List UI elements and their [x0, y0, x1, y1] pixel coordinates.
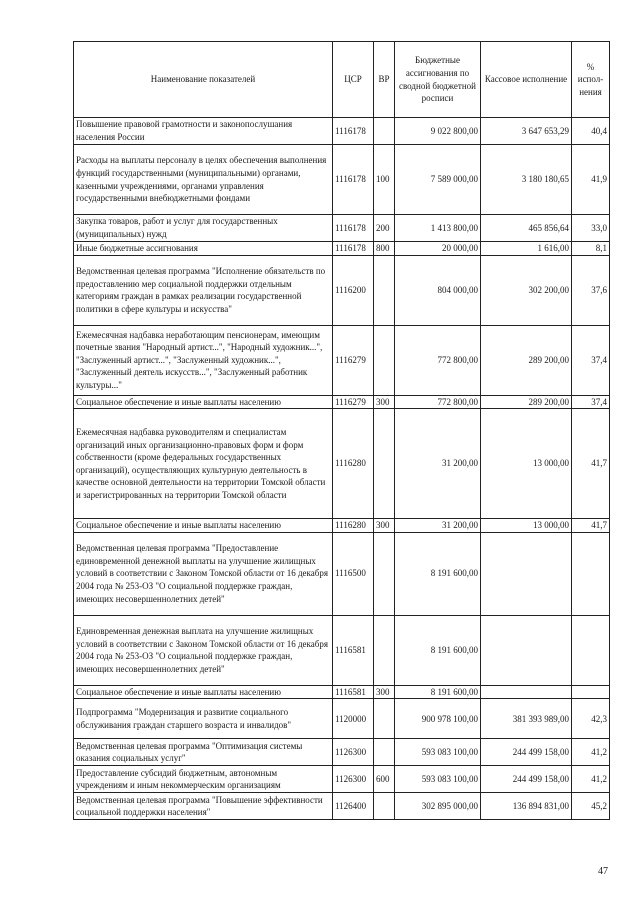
cell-name: Закупка товаров, работ и услуг для государственных (муниципальных) нужд: [74, 215, 333, 242]
cell-vr: [374, 255, 395, 325]
header-cash-execution: Кассовое исполнение: [481, 42, 572, 118]
cell-assign: 8 191 600,00: [395, 615, 481, 685]
cell-pct: [572, 532, 610, 615]
cell-vr: [374, 739, 395, 766]
cell-name: Ведомственная целевая программа "Предоставление единовременной денежной выплаты на улучшение жилищных условий в соответствии с Законом Томской области от 16 декабря 2004 года № 253-ОЗ "О социальной поддержке граждан, имеющих несовершеннолетних детей": [74, 532, 333, 615]
table-row: [74, 793, 610, 820]
cell-csr: 1116200: [333, 255, 374, 325]
cell-cash: 465 856,64: [481, 215, 572, 242]
cell-csr: 1116280: [333, 409, 374, 519]
cell-vr: [374, 325, 395, 395]
cell-pct: 33,0: [572, 215, 610, 242]
cell-name: Ведомственная целевая программа "Оптимизация системы оказания социальных услуг": [74, 739, 333, 766]
cell-csr: 1116581: [333, 685, 374, 699]
cell-vr: 100: [374, 145, 395, 215]
cell-vr: [374, 118, 395, 145]
table-row: [74, 325, 610, 395]
table-row: [74, 685, 610, 699]
cell-name: Расходы на выплаты персоналу в целях обеспечения выполнения функций государственными (муниципальными) органами, казенными учреждениями, органами управления государственными внебюджетными фондами: [74, 145, 333, 215]
cell-csr: 1126400: [333, 793, 374, 820]
cell-vr: [374, 532, 395, 615]
cell-name: Социальное обеспечение и иные выплаты населению: [74, 519, 333, 533]
table-row: [74, 519, 610, 533]
cell-assign: 8 191 600,00: [395, 685, 481, 699]
cell-name: Социальное обеспечение и иные выплаты населению: [74, 685, 333, 699]
budget-table: [73, 41, 610, 820]
cell-name: Единовременная денежная выплата на улучшение жилищных условий в соответствии с Законом Томской области от 16 декабря 2004 года № 253-ОЗ "О социальной поддержке граждан, имеющих несовершеннолетних детей": [74, 615, 333, 685]
table-row: [74, 699, 610, 739]
cell-pct: 37,4: [572, 395, 610, 409]
table-row: [74, 242, 610, 256]
cell-csr: 1116178: [333, 118, 374, 145]
cell-cash: [481, 532, 572, 615]
cell-csr: 1116178: [333, 215, 374, 242]
table-row: [74, 255, 610, 325]
table-row: [74, 395, 610, 409]
header-percent: % испол-нения: [572, 42, 610, 118]
cell-assign: 772 800,00: [395, 395, 481, 409]
table-header-row: [74, 42, 610, 118]
table-row: [74, 118, 610, 145]
header-name: Наименование показателей: [74, 42, 333, 118]
header-assignments: Бюджетные ассигнования по сводной бюджетной росписи: [395, 42, 481, 118]
cell-pct: 41,2: [572, 766, 610, 793]
cell-assign: 31 200,00: [395, 409, 481, 519]
cell-name: Повышение правовой грамотности и законопослушания населения России: [74, 118, 333, 145]
cell-cash: 13 000,00: [481, 519, 572, 533]
table-row: [74, 145, 610, 215]
cell-pct: 45,2: [572, 793, 610, 820]
cell-name: Подпрограмма "Модернизация и развитие социального обслуживания граждан старшего возраста и инвалидов": [74, 699, 333, 739]
cell-name: Ежемесячная надбавка неработающим пенсионерам, имеющим почетные звания "Народный артист...", "Народный художник...", "Заслуженный артист...", "Заслуженный художник...", "Заслуженный деятель искусств...", "Заслуженный работник культуры...": [74, 325, 333, 395]
cell-vr: 300: [374, 519, 395, 533]
cell-vr: [374, 793, 395, 820]
cell-assign: 804 000,00: [395, 255, 481, 325]
cell-vr: 600: [374, 766, 395, 793]
table-body: [74, 118, 610, 820]
cell-pct: 41,7: [572, 519, 610, 533]
cell-cash: 1 616,00: [481, 242, 572, 256]
page-number: 47: [598, 866, 608, 877]
cell-csr: 1116178: [333, 242, 374, 256]
table-row: [74, 409, 610, 519]
cell-cash: 289 200,00: [481, 395, 572, 409]
cell-assign: 772 800,00: [395, 325, 481, 395]
cell-name: Ежемесячная надбавка руководителям и специалистам организаций иных организационно-правовых форм и форм собственности (кроме федеральных государственных организаций), осуществляющих культурную деятельность в качестве основной деятельности на территории Томской области и зарегистрированных на территории Томской области: [74, 409, 333, 519]
cell-assign: 302 895 000,00: [395, 793, 481, 820]
cell-pct: 37,6: [572, 255, 610, 325]
cell-vr: 200: [374, 215, 395, 242]
cell-cash: 381 393 989,00: [481, 699, 572, 739]
cell-pct: [572, 615, 610, 685]
table-row: [74, 766, 610, 793]
cell-assign: 593 083 100,00: [395, 766, 481, 793]
cell-assign: 9 022 800,00: [395, 118, 481, 145]
cell-csr: 1116581: [333, 615, 374, 685]
cell-cash: 3 647 653,29: [481, 118, 572, 145]
cell-cash: 244 499 158,00: [481, 739, 572, 766]
cell-name: Иные бюджетные ассигнования: [74, 242, 333, 256]
cell-csr: 1116280: [333, 519, 374, 533]
cell-name: Социальное обеспечение и иные выплаты населению: [74, 395, 333, 409]
cell-pct: 40,4: [572, 118, 610, 145]
cell-cash: [481, 615, 572, 685]
cell-csr: 1116279: [333, 325, 374, 395]
cell-csr: 1126300: [333, 766, 374, 793]
cell-pct: 8,1: [572, 242, 610, 256]
cell-pct: 41,7: [572, 409, 610, 519]
cell-pct: [572, 685, 610, 699]
cell-pct: 42,3: [572, 699, 610, 739]
header-vr: ВР: [374, 42, 395, 118]
table-row: [74, 215, 610, 242]
cell-csr: 1116279: [333, 395, 374, 409]
cell-assign: 593 083 100,00: [395, 739, 481, 766]
cell-vr: 800: [374, 242, 395, 256]
table-row: [74, 615, 610, 685]
cell-vr: 300: [374, 685, 395, 699]
cell-pct: 41,2: [572, 739, 610, 766]
cell-assign: 8 191 600,00: [395, 532, 481, 615]
cell-vr: [374, 615, 395, 685]
cell-csr: 1116178: [333, 145, 374, 215]
cell-cash: 244 499 158,00: [481, 766, 572, 793]
cell-pct: 41,9: [572, 145, 610, 215]
cell-cash: 302 200,00: [481, 255, 572, 325]
cell-vr: [374, 409, 395, 519]
cell-name: Ведомственная целевая программа "Повышение эффективности социальной поддержки населения": [74, 793, 333, 820]
cell-assign: 900 978 100,00: [395, 699, 481, 739]
cell-assign: 31 200,00: [395, 519, 481, 533]
cell-vr: [374, 699, 395, 739]
cell-cash: [481, 685, 572, 699]
cell-assign: 7 589 000,00: [395, 145, 481, 215]
table-row: [74, 532, 610, 615]
cell-csr: 1120000: [333, 699, 374, 739]
header-csr: ЦСР: [333, 42, 374, 118]
cell-assign: 20 000,00: [395, 242, 481, 256]
cell-cash: 3 180 180,65: [481, 145, 572, 215]
cell-vr: 300: [374, 395, 395, 409]
cell-assign: 1 413 800,00: [395, 215, 481, 242]
cell-csr: 1116500: [333, 532, 374, 615]
cell-pct: 37,4: [572, 325, 610, 395]
cell-cash: 136 894 831,00: [481, 793, 572, 820]
table-row: [74, 739, 610, 766]
cell-cash: 289 200,00: [481, 325, 572, 395]
cell-cash: 13 000,00: [481, 409, 572, 519]
cell-csr: 1126300: [333, 739, 374, 766]
cell-name: Ведомственная целевая программа "Исполнение обязательств по предоставлению мер социальной поддержки отдельным категориям граждан в рамках реализации государственной политики в сфере культуры и искусства": [74, 255, 333, 325]
cell-name: Предоставление субсидий бюджетным, автономным учреждениям и иным некоммерческим организациям: [74, 766, 333, 793]
